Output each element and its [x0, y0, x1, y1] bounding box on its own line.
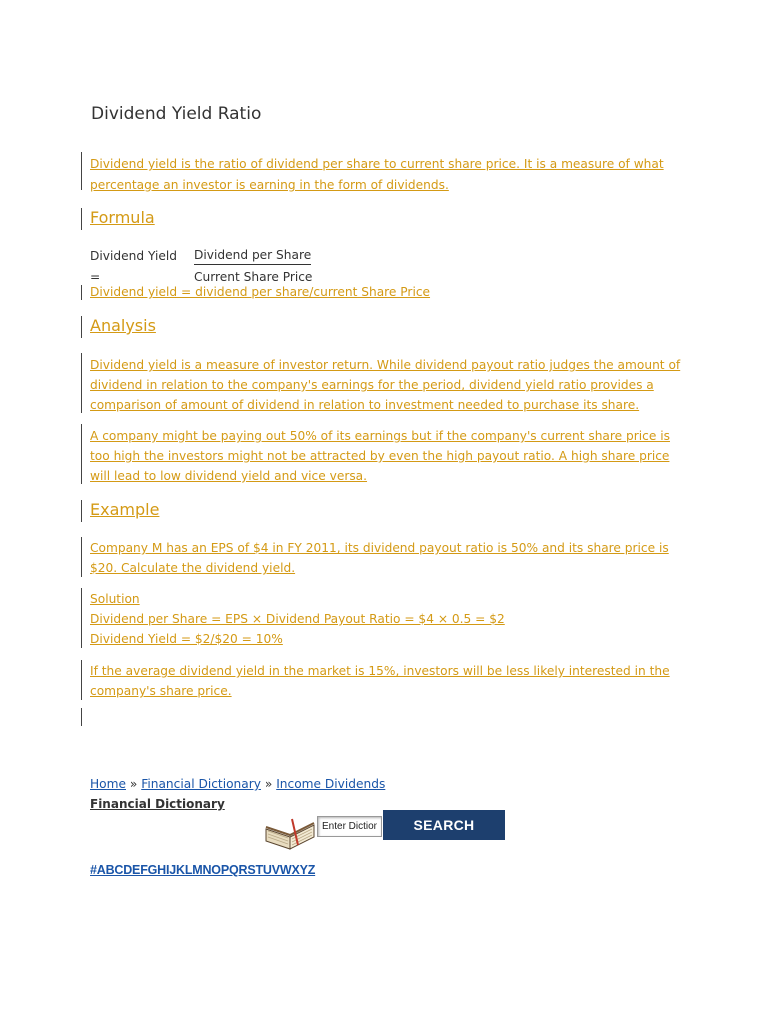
breadcrumb-separator: » — [260, 777, 277, 791]
text-cursor — [81, 708, 82, 726]
page-title: Dividend Yield Ratio — [91, 104, 262, 124]
formula-heading[interactable]: Formula — [90, 208, 155, 227]
breadcrumb-home[interactable]: Home — [90, 777, 126, 791]
breadcrumb-financial-dictionary[interactable]: Financial Dictionary — [141, 777, 261, 791]
block-marker — [81, 588, 82, 648]
block-marker — [81, 537, 82, 577]
analysis-p1-line-3[interactable]: comparison of amount of dividend in relation to investment needed to purchase its share. — [90, 398, 640, 412]
intro-line-1[interactable]: Dividend yield is the ratio of dividend per share to current share price. It is a measure of what — [90, 157, 664, 171]
conclusion-line-2[interactable]: company's share price. — [90, 684, 232, 698]
analysis-p1-line-1[interactable]: Dividend yield is a measure of investor return. While dividend payout ratio judges the amount of — [90, 358, 681, 372]
analysis-p2-line-2[interactable]: too high the investors might not be attracted by even the high payout ratio. A high share price — [90, 449, 670, 463]
formula-text[interactable]: Dividend yield = dividend per share/current Share Price — [90, 285, 431, 299]
block-marker — [81, 353, 82, 413]
conclusion-line-1[interactable]: If the average dividend yield in the market is 15%, investors will be less likely interested in the — [90, 664, 670, 678]
intro-line-2[interactable]: percentage an investor is earning in the form of dividends. — [90, 178, 449, 192]
block-marker — [81, 208, 82, 230]
example-problem-line-1[interactable]: Company M has an EPS of $4 in FY 2011, its dividend payout ratio is 50% and its share price is — [90, 541, 669, 555]
block-marker — [81, 316, 82, 338]
alphabet-index[interactable]: #ABCDEFGHIJKLMNOPQRSTUVWXYZ — [90, 863, 316, 877]
block-marker — [81, 660, 82, 700]
solution-line-2[interactable]: Dividend Yield = $2/$20 = 10% — [90, 632, 283, 646]
dictionary-title: Financial Dictionary — [90, 797, 225, 811]
analysis-p1-line-2[interactable]: dividend in relation to the company's earnings for the period, dividend yield ratio provides a — [90, 378, 654, 392]
formula-equals: = — [90, 270, 101, 284]
analysis-p2-line-3[interactable]: will lead to low dividend yield and vice versa. — [90, 469, 368, 483]
solution-line-1[interactable]: Dividend per Share = EPS × Dividend Payout Ratio = $4 × 0.5 = $2 — [90, 612, 505, 626]
formula-numerator: Dividend per Share — [194, 248, 311, 265]
block-marker — [81, 424, 82, 484]
formula-denominator: Current Share Price — [194, 270, 313, 284]
breadcrumb — [90, 777, 385, 791]
breadcrumb-income-dividends[interactable]: Income Dividends — [276, 777, 386, 791]
example-problem-line-2[interactable]: $20. Calculate the dividend yield. — [90, 561, 296, 575]
solution-label[interactable]: Solution — [90, 592, 140, 606]
search-button[interactable]: SEARCH — [383, 810, 505, 840]
example-heading[interactable]: Example — [90, 500, 160, 519]
analysis-p2-line-1[interactable]: A company might be paying out 50% of its earnings but if the company's current share price is — [90, 429, 670, 443]
block-marker — [81, 285, 82, 300]
dictionary-search-input[interactable] — [317, 816, 382, 837]
book-icon — [262, 815, 318, 851]
formula-label: Dividend Yield — [90, 249, 177, 263]
analysis-heading[interactable]: Analysis — [90, 316, 156, 335]
block-marker — [81, 500, 82, 522]
block-marker — [81, 152, 82, 190]
breadcrumb-separator: » — [126, 777, 142, 791]
